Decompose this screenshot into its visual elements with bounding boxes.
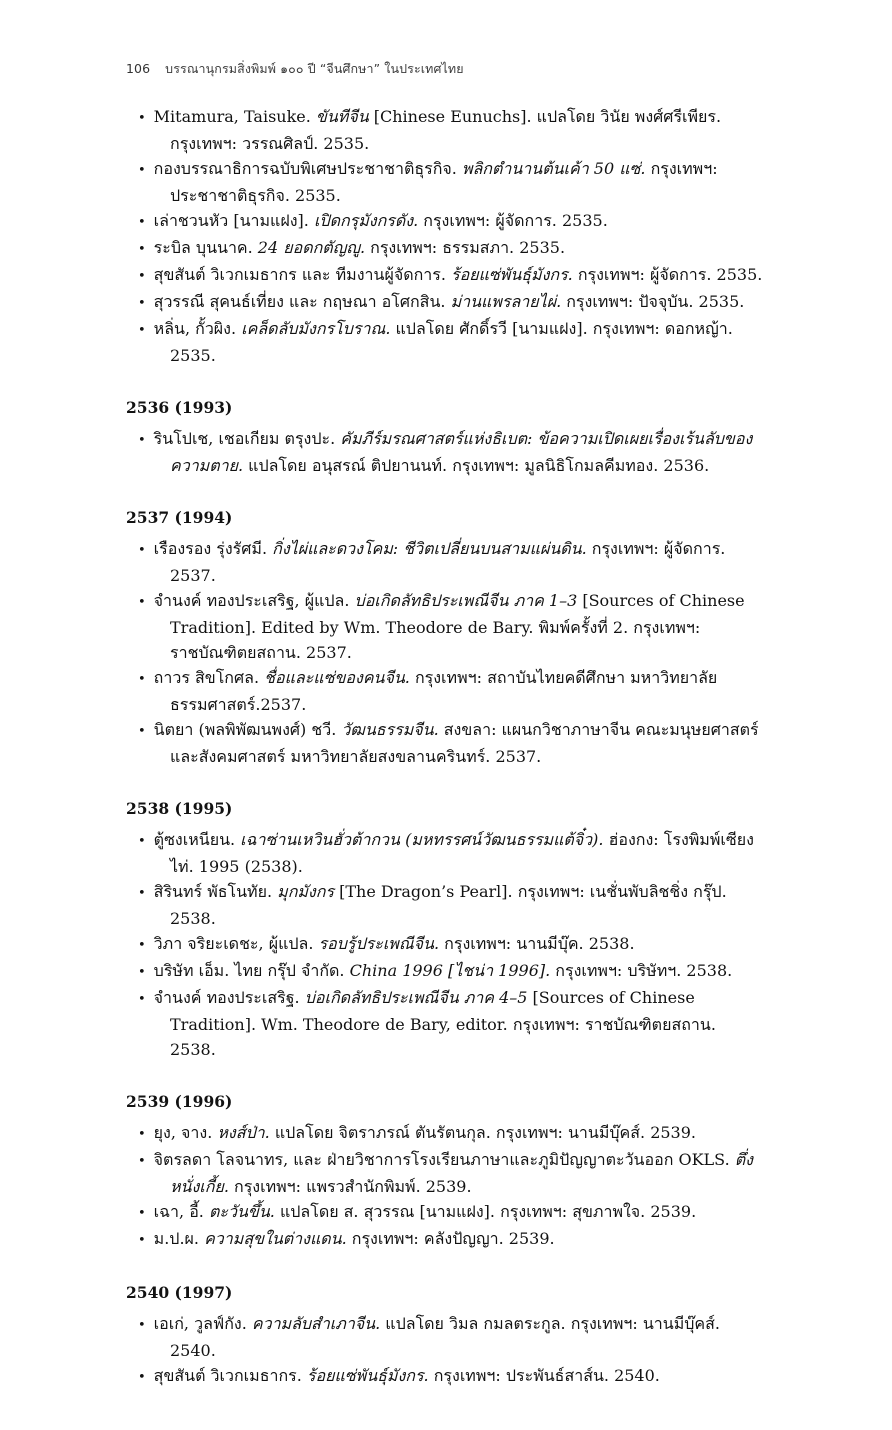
entry-title: พลิกตำนานต้นเค้า 50 แซ่.	[461, 159, 646, 178]
entry-text: กรุงเทพฯ: ประชาชาติธุรกิจ. 2535.	[170, 159, 718, 205]
entry-text: กรุงเทพฯ: ผู้จัดการ. 2535.	[572, 265, 763, 284]
entry-text: กรุงเทพฯ: คลังปัญญา. 2539.	[346, 1229, 555, 1248]
entry-text: แปลโดย ศักดิ์รวี [นามแฝง]. กรุงเทพฯ: ดอกหญ้า. 2535.	[170, 319, 733, 365]
bibliography-entry	[126, 1199, 765, 1226]
bibliography-entry	[126, 208, 765, 235]
entry-text: กรุงเทพฯ: ผู้จัดการ. 2535.	[418, 211, 608, 230]
entry-text: สงขลา: แผนกวิชาภาษาจีน คณะมนุษยศาสตร์และสังคมศาสตร์ มหาวิทยาลัยสงขลานครินทร์. 2537.	[170, 720, 759, 766]
bibliography-entry	[126, 1226, 765, 1253]
entry-text: สิรินทร์ พัธโนทัย.	[153, 882, 278, 901]
bullet-icon: •	[138, 1370, 146, 1385]
bullet-icon: •	[138, 163, 146, 178]
entry-text: กรุงเทพฯ: บริษัทฯ. 2538.	[550, 961, 733, 980]
bullet-icon: •	[138, 111, 146, 126]
bibliography-entry	[126, 1311, 765, 1363]
entry-text: ระบิล บุนนาค.	[153, 238, 258, 257]
page-header	[126, 60, 765, 78]
entry-text: สุวรรณี สุคนธ์เที่ยง และ กฤษณา อโศกสิน.	[153, 292, 451, 311]
entry-text: วิภา จริยะเดชะ, ผู้แปล.	[153, 934, 319, 953]
entry-text: ฮ่องกง: โรงพิมพ์เซียงไท่. 1995 (2538).	[170, 830, 754, 876]
bullet-icon: •	[138, 1154, 146, 1169]
entry-list	[126, 1120, 765, 1253]
bibliography-entry	[126, 665, 765, 717]
bullet-icon: •	[138, 965, 146, 980]
bibliography-entry	[126, 289, 765, 316]
entry-title: บ่อเกิดลัทธิประเพณีจีน ภาค 1–3	[354, 591, 578, 610]
entry-title: China 1996 [ไชน่า 1996].	[349, 961, 551, 980]
bullet-icon: •	[138, 992, 146, 1007]
entry-title: ร้อยแซ่พันธุ์มังกร.	[306, 1366, 429, 1385]
entry-title: ตะวันขึ้น.	[208, 1202, 275, 1221]
bullet-icon: •	[138, 1318, 146, 1333]
entry-text: ถาวร สิขโกศล.	[153, 668, 265, 687]
entry-title: มุกมังกร	[277, 882, 335, 901]
entry-list	[126, 536, 765, 769]
running-title: บรรณานุกรมสิ่งพิมพ์ ๑๐๐ ปี “จีนศึกษา” ในประเทศไทย	[165, 61, 464, 76]
bullet-icon: •	[138, 269, 146, 284]
entry-list	[126, 104, 765, 368]
entry-text: กรุงเทพฯ: นานมีบุ๊ค. 2538.	[439, 934, 635, 953]
entry-title: ขันทีจีน	[315, 107, 369, 126]
bibliography-entry	[126, 588, 765, 665]
bibliography-entry	[126, 1120, 765, 1147]
entry-text: กรุงเทพฯ: ธรรมสภา. 2535.	[365, 238, 566, 257]
bullet-icon: •	[138, 724, 146, 739]
bibliography-entry	[126, 879, 765, 931]
entry-text: รินโปเช, เชอเกียม ตรุงปะ.	[153, 429, 341, 448]
bibliography-entry	[126, 156, 765, 208]
entry-text: แปลโดย จิตราภรณ์ ตันรัตนกุล. กรุงเทพฯ: นานมีบุ๊คส์. 2539.	[269, 1123, 696, 1142]
entry-title: รอบรู้ประเพณีจีน.	[318, 934, 440, 953]
bibliography	[126, 104, 765, 1390]
bullet-icon: •	[138, 242, 146, 257]
entry-text: จำนงค์ ทองประเสริฐ.	[153, 988, 305, 1007]
entry-title: 24 ยอดกตัญญู.	[257, 238, 366, 257]
year-heading: 2537 (1994)	[126, 508, 233, 527]
entry-title: ความลับสำเภาจีน.	[251, 1314, 381, 1333]
entry-title: วัฒนธรรมจีน.	[341, 720, 439, 739]
entry-text: เรืองรอง รุ่งรัศมี.	[153, 539, 273, 558]
bibliography-entry	[126, 104, 765, 156]
bibliography-entry	[126, 536, 765, 588]
entry-title: เปิดกรุมังกรดัง.	[313, 211, 419, 230]
bullet-icon: •	[138, 1206, 146, 1221]
entry-title: หงส์ป่า.	[217, 1123, 270, 1142]
bullet-icon: •	[138, 886, 146, 901]
bibliography-entry	[126, 316, 765, 368]
entry-text: กองบรรณาธิการฉบับพิเศษประชาชาติธุรกิจ.	[153, 159, 462, 178]
bibliography-entry	[126, 1363, 765, 1390]
entry-text: กรุงเทพฯ: ผู้จัดการ. 2537.	[170, 539, 726, 585]
bullet-icon: •	[138, 834, 146, 849]
page-number: 106	[126, 61, 151, 76]
bibliography-entry	[126, 717, 765, 769]
bullet-icon: •	[138, 433, 146, 448]
entry-text: [Chinese Eunuchs]. แปลโดย วินัย พงศ์ศรีเพียร. กรุงเทพฯ: วรรณศิลป์. 2535.	[170, 107, 722, 153]
bibliography-entry	[126, 985, 765, 1062]
entry-text: แปลโดย วิมล กมลตระกูล. กรุงเทพฯ: นานมีบุ๊คส์. 2540.	[170, 1314, 720, 1360]
bullet-icon: •	[138, 215, 146, 230]
entry-title: ชื่อและแซ่ของคนจีน.	[264, 668, 410, 687]
entry-title: คัมภีร์มรณศาสตร์แห่งธิเบต: ข้อความเปิดเผยเรื่องเร้นลับของความตาย.	[170, 429, 753, 475]
entry-text: หลิ่น, กั้วผิง.	[153, 319, 242, 338]
entry-text: สุขสันต์ วิเวกเมธากร.	[153, 1366, 307, 1385]
entry-title: เฉาซ่านเหวินฮั่วต้ากวน (มหทรรศน์วัฒนธรรมแต้จิ๋ว).	[240, 830, 604, 849]
entry-text: จิตรลดา โลจนาทร, และ ฝ่ายวิชาการโรงเรียนภาษาและภูมิปัญญาตะวันออก OKLS.	[153, 1150, 735, 1169]
entry-text: กรุงเทพฯ: แพรวสำนักพิมพ์. 2539.	[228, 1177, 472, 1196]
bibliography-entry	[126, 262, 765, 289]
entry-text: [Sources of Chinese Tradition]. Wm. Theodore de Bary, editor. กรุงเทพฯ: ราชบัณฑิตยสถาน. 2538.	[170, 988, 716, 1059]
entry-title: ตึ่งหนั่งเกี้ย.	[170, 1150, 753, 1196]
year-heading: 2540 (1997)	[126, 1283, 233, 1302]
entry-text: [Sources of Chinese Tradition]. Edited by Wm. Theodore de Bary. พิมพ์ครั้งที่ 2. กรุงเทพฯ: ราชบัณฑิตยสถาน. 2537.	[170, 591, 745, 662]
entry-text: จำนงค์ ทองประเสริฐ, ผู้แปล.	[153, 591, 355, 610]
entry-title: กิ่งไผ่และดวงโคม: ชีวิตเปลี่ยนบนสามแผ่นดิน.	[272, 539, 587, 558]
bullet-icon: •	[138, 1233, 146, 1248]
year-heading: 2539 (1996)	[126, 1092, 233, 1111]
entry-list	[126, 827, 765, 1062]
year-heading: 2538 (1995)	[126, 799, 233, 818]
bullet-icon: •	[138, 938, 146, 953]
entry-text: แปลโดย อนุสรณ์ ติปยานนท์. กรุงเทพฯ: มูลนิธิโกมลคีมทอง. 2536.	[243, 456, 710, 475]
bibliography-entry	[126, 1147, 765, 1199]
bullet-icon: •	[138, 543, 146, 558]
bibliography-entry	[126, 958, 765, 985]
bullet-icon: •	[138, 595, 146, 610]
entry-text: กรุงเทพฯ: สถาบันไทยคดีศึกษา มหาวิทยาลัยธรรมศาสตร์.2537.	[170, 668, 718, 714]
year-heading: 2536 (1993)	[126, 398, 233, 417]
entry-title: ความสุขในต่างแดน.	[204, 1229, 347, 1248]
entry-title: เคล็ดลับมังกรโบราณ.	[241, 319, 391, 338]
entry-title: บ่อเกิดลัทธิประเพณีจีน ภาค 4–5	[304, 988, 528, 1007]
entry-text: ม.ป.ผ.	[153, 1229, 205, 1248]
entry-list	[126, 426, 765, 478]
entry-text: [The Dragon’s Pearl]. กรุงเทพฯ: เนชั่นพับลิชชิ่ง กรุ๊ป. 2538.	[170, 882, 727, 928]
entry-text: กรุงเทพฯ: ประพันธ์สาส์น. 2540.	[428, 1366, 660, 1385]
bullet-icon: •	[138, 1127, 146, 1142]
entry-list	[126, 1311, 765, 1390]
bullet-icon: •	[138, 323, 146, 338]
entry-text: เอเก่, วูลฟ์กัง.	[153, 1314, 252, 1333]
bibliography-entry	[126, 827, 765, 879]
bibliography-entry	[126, 426, 765, 478]
entry-text: Mitamura, Taisuke.	[153, 107, 316, 126]
bibliography-entry	[126, 931, 765, 958]
entry-title: ม่านแพรลายไผ่.	[450, 292, 562, 311]
entry-text: บริษัท เอ็ม. ไทย กรุ๊ป จำกัด.	[153, 961, 350, 980]
entry-text: กรุงเทพฯ: ปัจจุบัน. 2535.	[561, 292, 745, 311]
bibliography-entry	[126, 235, 765, 262]
entry-text: ตู้ซงเหนียน.	[153, 830, 241, 849]
entry-text: แปลโดย ส. สุวรรณ [นามแฝง]. กรุงเทพฯ: สุขภาพใจ. 2539.	[274, 1202, 697, 1221]
bullet-icon: •	[138, 296, 146, 311]
entry-text: เล่าชวนหัว [นามแฝง].	[153, 211, 314, 230]
entry-text: นิตยา (พลพิพัฒนพงศ์) ชวี.	[153, 720, 342, 739]
bullet-icon: •	[138, 672, 146, 687]
entry-text: สุขสันต์ วิเวกเมธากร และ ทีมงานผู้จัดการ.	[153, 265, 452, 284]
entry-text: เฉา, อี้.	[153, 1202, 209, 1221]
entry-title: ร้อยแซ่พันธุ์มังกร.	[451, 265, 573, 284]
entry-text: ยุง, จาง.	[153, 1123, 218, 1142]
